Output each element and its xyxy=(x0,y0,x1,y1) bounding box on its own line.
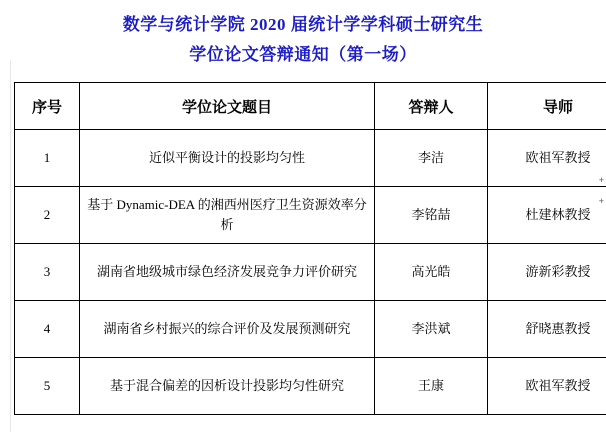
table-row xyxy=(15,130,606,187)
cell-thesis-title: 基于 Dynamic-DEA 的湘西州医疗卫生资源效率分析 xyxy=(80,187,375,244)
cell-no: 5 xyxy=(15,358,80,415)
cell-supervisor: 舒晓惠教授 xyxy=(488,301,606,358)
cell-no: 3 xyxy=(15,244,80,301)
cell-presenter: 李铭喆 xyxy=(375,187,488,244)
page-title-line-1: 数学与统计学院 2020 届统计学学科硕士研究生 xyxy=(122,15,484,34)
cell-supervisor: 游新彩教授 xyxy=(488,244,606,301)
cell-thesis-title: 基于混合偏差的因析设计投影均匀性研究 xyxy=(80,358,375,415)
margin-mark-icon: + xyxy=(598,196,604,206)
left-margin-rule xyxy=(0,60,11,432)
cell-supervisor: 欧祖军教授 xyxy=(488,358,606,415)
cell-no: 1 xyxy=(15,130,80,187)
cell-presenter: 李洁 xyxy=(375,130,488,187)
column-header-supervisor: 导师 xyxy=(488,83,606,130)
margin-mark-icon: + xyxy=(598,175,604,185)
thesis-defense-table xyxy=(14,82,606,415)
cell-thesis-title: 近似平衡设计的投影均匀性 xyxy=(80,130,375,187)
cell-presenter: 高光皓 xyxy=(375,244,488,301)
cell-thesis-title: 湖南省地级城市绿色经济发展竞争力评价研究 xyxy=(80,244,375,301)
cell-thesis-title: 湖南省乡村振兴的综合评价及发展预测研究 xyxy=(80,301,375,358)
cell-supervisor: 欧祖军教授 xyxy=(488,130,606,187)
cell-supervisor: 杜建林教授 xyxy=(488,187,606,244)
table-row xyxy=(15,358,606,415)
cell-presenter: 王康 xyxy=(375,358,488,415)
column-header-thesis-title: 学位论文题目 xyxy=(80,83,375,130)
cell-no: 2 xyxy=(15,187,80,244)
table-row xyxy=(15,187,606,244)
table-row xyxy=(15,244,606,301)
column-header-no: 序号 xyxy=(15,83,80,130)
column-header-presenter: 答辩人 xyxy=(375,83,488,130)
table-row xyxy=(15,301,606,358)
page-title-line-2: 学位论文答辩通知（第一场） xyxy=(189,45,417,64)
cell-presenter: 李洪斌 xyxy=(375,301,488,358)
cell-no: 4 xyxy=(15,301,80,358)
table-header-row xyxy=(15,83,606,130)
document-title-block xyxy=(0,0,606,70)
thesis-table-wrapper xyxy=(14,82,592,415)
